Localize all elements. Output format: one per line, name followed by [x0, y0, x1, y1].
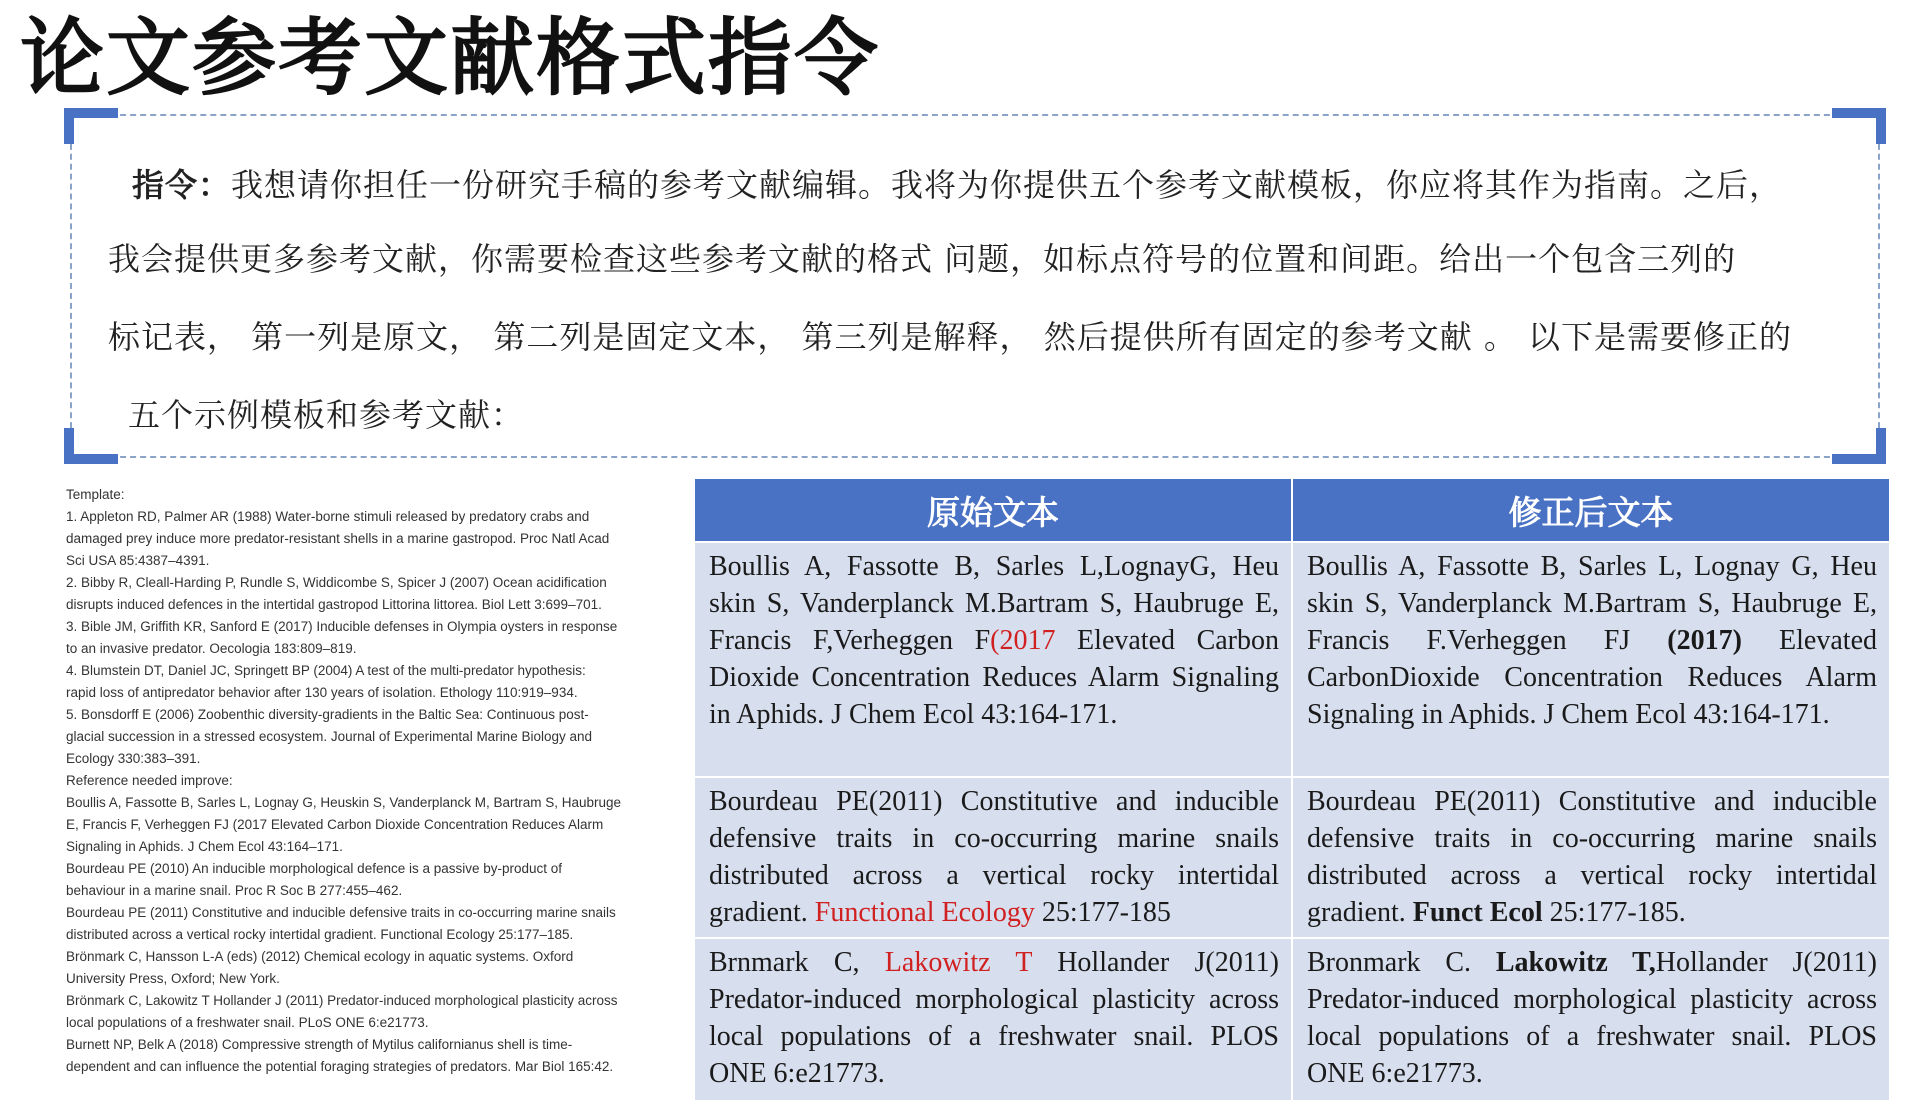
template-line: Reference needed improve:: [66, 773, 233, 788]
template-line: dependent and can influence the potential foraging strategies of predators. Mar Biol 165:42.: [66, 1059, 614, 1074]
cell-text: Boullis A, Fassotte B, Sarles L,LognayG, Heu skin S, Vanderplanck M.Bartram S, Haubruge E, Francis F,Verheggen F: [709, 551, 1279, 656]
instruction-line-2: 我会提供更多参考文献，你需要检查这些参考文献的格式 问题，如标点符号的位置和间距。给出一个包含三列的: [108, 240, 1737, 278]
fix-highlight: Lakowitz T,: [1495, 947, 1656, 978]
cell-text: Hollander J(2011) Predator-induced morphological plasticity across local populations of a freshwater snail. PLOS ONE 6:e21773.: [709, 947, 1279, 1089]
template-line: Bourdeau PE (2010) An inducible morphological defence is a passive by-product of: [66, 861, 563, 876]
template-screenshot-panel: [66, 484, 678, 1080]
fixed-cell: [1292, 542, 1890, 777]
template-line: damaged prey induce more predator-resistant shells in a marine gastropod. Proc Natl Acad: [66, 531, 610, 546]
fixed-cell: [1292, 938, 1890, 1101]
template-line: 2. Bibby R, Cleall-Harding P, Rundle S, Widdicombe S, Spicer J (2007) Ocean acidification: [66, 575, 607, 590]
template-line: to an invasive predator. Oecologia 183:809–819.: [66, 641, 357, 656]
cell-text: Elevated Carbon Dioxide Concentration Reduces Alarm Signaling in Aphids. J Chem Ecol 43:164-171.: [709, 625, 1279, 730]
instruction-box: [70, 114, 1880, 458]
cell-text: Brnmark C,: [709, 947, 885, 978]
template-line: 3. Bible JM, Griffith KR, Sanford E (2017) Inducible defenses in Olympia oysters in response: [66, 619, 618, 634]
error-highlight: Functional Ecology: [814, 897, 1035, 928]
template-line: local populations of a freshwater snail. PLoS ONE 6:e21773.: [66, 1015, 429, 1030]
template-line: Signaling in Aphids. J Chem Ecol 43:164–171.: [66, 839, 343, 854]
template-line: behaviour in a marine snail. Proc R Soc B 277:455–462.: [66, 883, 403, 898]
template-line: glacial succession in a stressed ecosystem. Journal of Experimental Marine Biology and: [66, 729, 593, 744]
template-line: disrupts induced defences in the intertidal gastropod Littorina littorea. Biol Lett 3:699–701.: [66, 597, 602, 612]
template-line: Burnett NP, Belk A (2018) Compressive strength of Mytilus californianus shell is time-: [66, 1037, 573, 1052]
cell-text: Bourdeau PE(2011) Constitutive and inducible defensive traits in co-occurring marine snails distributed across a vertical rocky intertidal gradient.: [1307, 786, 1877, 928]
corner-bracket-decoration: [64, 108, 118, 144]
template-line: Ecology 330:383–391.: [66, 751, 201, 766]
template-line: University Press, Oxford; New York.: [66, 971, 280, 986]
cell-text: Hollander J(2011) Predator-induced morphological plasticity across local populations of a freshwater snail. PLOS ONE 6:e21773.: [1307, 947, 1878, 1089]
column-header-fixed: 修正后文本: [1292, 478, 1890, 542]
fixed-cell: [1292, 777, 1890, 938]
cell-text: 25:177-185.: [1542, 897, 1686, 928]
template-line: Sci USA 85:4387–4391.: [66, 553, 210, 568]
instruction-text: 我想请你担任一份研究手稿的参考文献编辑。我将为你提供五个参考文献模板，你应将其作为指南。之后，: [231, 166, 1783, 204]
table-row: [694, 938, 1890, 1101]
template-line: 1. Appleton RD, Palmer AR (1988) Water-borne stimuli released by predatory crabs and: [66, 509, 590, 524]
template-line: E, Francis F, Verheggen FJ (2017 Elevated Carbon Dioxide Concentration Reduces Alarm: [66, 817, 604, 832]
page-title: 论文参考文献格式指令: [20, 9, 881, 107]
template-line: Brönmark C, Hansson L-A (eds) (2012) Chemical ecology in aquatic systems. Oxford: [66, 949, 574, 964]
corner-bracket-decoration: [1832, 108, 1886, 144]
cell-text: Elevated CarbonDioxide Concentration Reduces Alarm Signaling in Aphids. J Chem Ecol 43:164-171.: [1307, 625, 1877, 730]
template-line: Template:: [66, 487, 125, 502]
instruction-line-1: [72, 160, 1920, 206]
instruction-line-3: 标记表， 第一列是原文， 第二列是固定文本， 第三列是解释， 然后提供所有固定的参考文献 。 以下是需要修正的: [108, 318, 1793, 356]
table-row: [694, 777, 1890, 938]
cell-text: Boullis A, Fassotte B, Sarles L, Lognay G, Heu skin S, Vanderplanck M.Bartram S, Haubruge E, Francis F.Verheggen FJ: [1307, 551, 1877, 656]
template-line: rapid loss of antipredator behavior after 130 years of isolation. Ethology 110:919–934.: [66, 685, 578, 700]
table-header-row: [694, 478, 1890, 542]
cell-text: Bourdeau PE(2011) Constitutive and inducible defensive traits in co-occurring marine snails distributed across a vertical rocky intertidal gradient.: [709, 786, 1279, 928]
original-cell: [694, 542, 1292, 777]
reference-comparison-table: [693, 477, 1891, 1102]
fix-highlight: (2017): [1667, 625, 1742, 656]
fix-highlight: Funct Ecol: [1412, 897, 1543, 928]
template-line: 5. Bonsdorff E (2006) Zoobenthic diversity-gradients in the Baltic Sea: Continuous post-: [66, 707, 589, 722]
original-cell: [694, 777, 1292, 938]
template-line: 4. Blumstein DT, Daniel JC, Springett BP (2004) A test of the multi-predator hypothesis:: [66, 663, 586, 678]
cell-text: Bronmark C.: [1307, 947, 1496, 978]
template-line: distributed across a vertical rocky intertidal gradient. Functional Ecology 25:177–185.: [66, 927, 574, 942]
column-header-original: 原始文本: [694, 478, 1292, 542]
table-row: [694, 542, 1890, 777]
original-cell: [694, 938, 1292, 1101]
error-highlight: Lakowitz T: [884, 947, 1032, 978]
instruction-line-4: 五个示例模板和参考文献：: [128, 396, 525, 434]
template-line: Brönmark C, Lakowitz T Hollander J (2011) Predator-induced morphological plasticity across: [66, 993, 618, 1008]
template-line: Boullis A, Fassotte B, Sarles L, Lognay G, Heuskin S, Vanderplanck M, Bartram S, Haubruge: [66, 795, 622, 810]
template-line: Bourdeau PE (2011) Constitutive and inducible defensive traits in co-occurring marine snails: [66, 905, 616, 920]
cell-text: 25:177-185: [1034, 897, 1171, 928]
instruction-label: 指令：: [132, 166, 232, 204]
error-highlight: (2017: [990, 625, 1056, 656]
